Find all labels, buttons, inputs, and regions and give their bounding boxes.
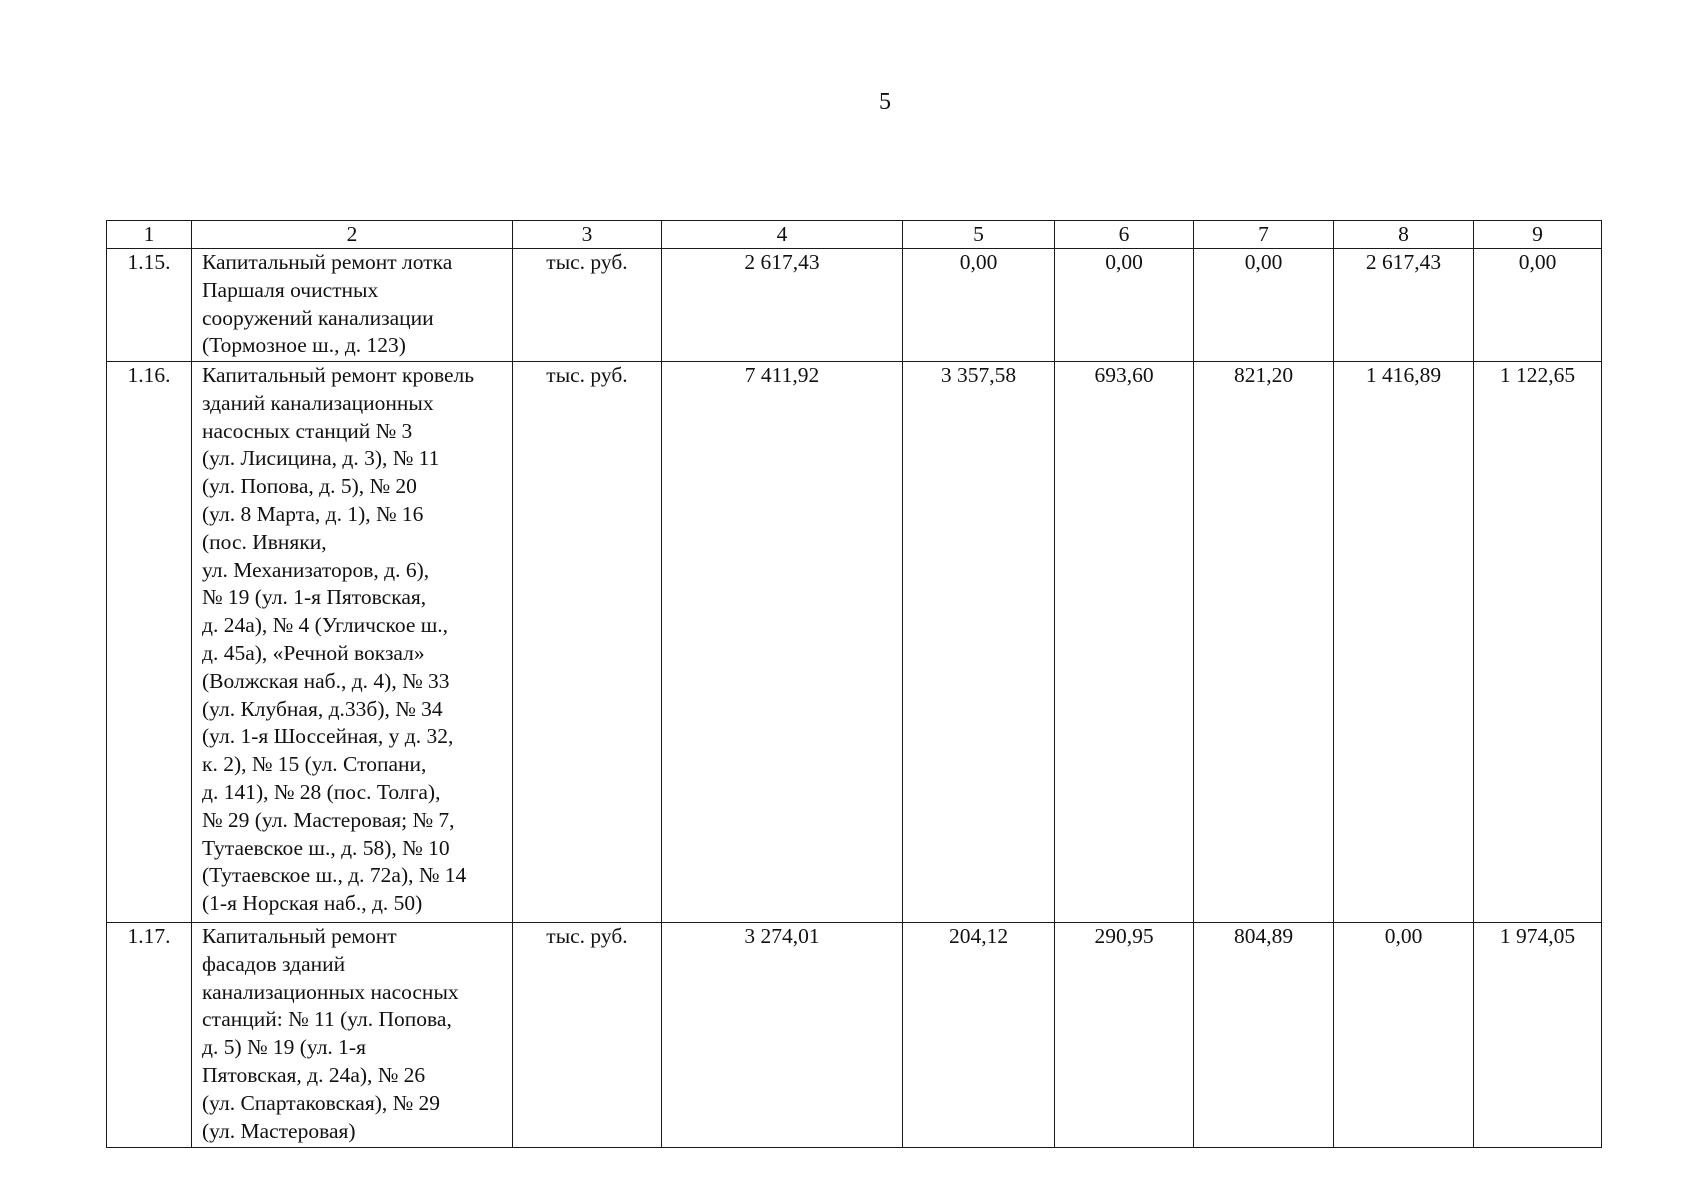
row-description: Капитальный ремонт кровель зданий канализационных насосных станций № 3 (ул. Лисицина, д. 3), № 11 (ул. Попова, д. 5), № 20 (ул. 8 Марта, д. 1), № 16 (пос. Ивняки, ул. Механизаторов, д. 6), № 19 (ул. 1-я Пятовская, д. 24а), № 4 (Угличское ш., д. 45а), «Речной вокзал» (Волжская наб., д. 4), № 33 (ул. Клубная, д.33б), № 34 (ул. 1-я Шоссейная, у д. 32, к. 2), № 15 (ул. Стопани, д. 141), № 28 (пос. Толга), № 29 (ул. Мастеровая; № 7, Тутаевское ш., д. 58), № 10 (Тутаевское ш., д. 72а), № 14 (1-я Норская наб., д. 50): [192, 362, 513, 923]
column-number-header: 5: [903, 221, 1055, 249]
table-row: [107, 362, 1602, 923]
row-value: 204,12: [903, 923, 1055, 1148]
column-number-header: 3: [513, 221, 662, 249]
row-value: 0,00: [1194, 249, 1334, 362]
column-number-header: 9: [1474, 221, 1602, 249]
row-value-total: 2 617,43: [662, 249, 903, 362]
row-value-total: 7 411,92: [662, 362, 903, 923]
row-unit: тыс. руб.: [513, 923, 662, 1148]
row-number: 1.17.: [107, 923, 192, 1148]
table-row: [107, 923, 1602, 1148]
column-number-header: 2: [192, 221, 513, 249]
row-value: 821,20: [1194, 362, 1334, 923]
page-number: 5: [879, 89, 891, 115]
row-number: 1.15.: [107, 249, 192, 362]
column-number-row: [107, 221, 1602, 249]
row-value-total: 3 274,01: [662, 923, 903, 1148]
budget-table: [106, 220, 1602, 1148]
row-value: 1 122,65: [1474, 362, 1602, 923]
row-value: 0,00: [903, 249, 1055, 362]
column-number-header: 7: [1194, 221, 1334, 249]
table-row: [107, 249, 1602, 362]
row-value: 0,00: [1055, 249, 1194, 362]
row-value: 0,00: [1334, 923, 1474, 1148]
row-description: Капитальный ремонт лотка Паршаля очистных сооружений канализации (Тормозное ш., д. 123): [192, 249, 513, 362]
row-value: 693,60: [1055, 362, 1194, 923]
row-value: 0,00: [1474, 249, 1602, 362]
row-value: 3 357,58: [903, 362, 1055, 923]
row-value: 290,95: [1055, 923, 1194, 1148]
row-value: 804,89: [1194, 923, 1334, 1148]
row-value: 2 617,43: [1334, 249, 1474, 362]
column-number-header: 1: [107, 221, 192, 249]
row-number: 1.16.: [107, 362, 192, 923]
column-number-header: 6: [1055, 221, 1194, 249]
column-number-header: 4: [662, 221, 903, 249]
row-unit: тыс. руб.: [513, 362, 662, 923]
row-description: Капитальный ремонт фасадов зданий канализационных насосных станций: № 11 (ул. Попова, д. 5) № 19 (ул. 1-я Пятовская, д. 24а), № 26 (ул. Спартаковская), № 29 (ул. Мастеровая): [192, 923, 513, 1148]
row-unit: тыс. руб.: [513, 249, 662, 362]
row-value: 1 416,89: [1334, 362, 1474, 923]
row-value: 1 974,05: [1474, 923, 1602, 1148]
column-number-header: 8: [1334, 221, 1474, 249]
